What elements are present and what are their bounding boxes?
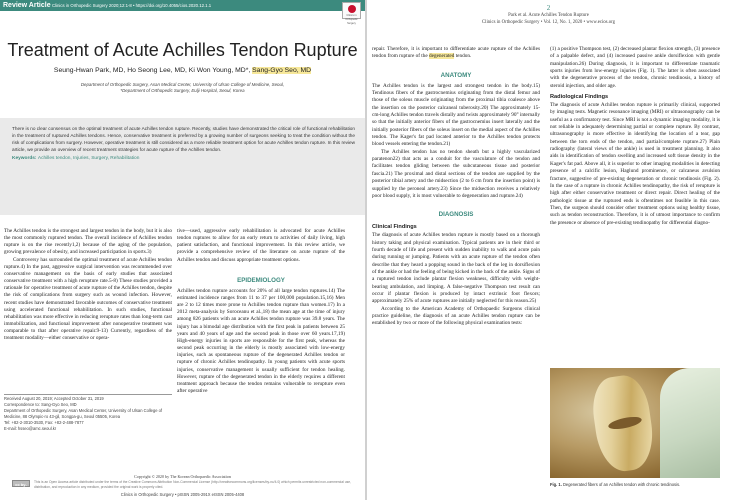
surgical-glove	[660, 368, 720, 478]
correspondence-footnote	[4, 396, 172, 433]
clinical-paragraph-1: The diagnosis of acute Achilles tendon rupture is mostly based on a thorough history taking and physical examination. Typical patients are in their third or fourth decade of life and present with sudden inability to walk and acute pain during running or jumping. Patients with an acute rupture of the tendon often describe that they heard a popping sound in the back of the leg in dorsiflexion of the ankle or had the feeling of being kicked in the back of the ankle. Signs of a ruptured tendon include plantar flexion weakness, difficulty with weight-bearing ambulation, and limping. A false-negative Thompson test result can occur if plantar flexion is produced by intact extrinsic foot flexors; approximately 25% of acute ruptures are initially neglected for this reason.25)	[372, 232, 540, 305]
keywords-line	[12, 155, 355, 162]
cc-license-icon: cc by-nc	[12, 480, 30, 487]
left-column-2	[177, 228, 345, 395]
correspondence-email: E-mail: hsseo@amc.seoul.kr	[4, 426, 57, 432]
issn-line: Clinics in Orthopedic Surgery • pISSN 2005-291X eISSN 2005-4408	[120, 492, 245, 497]
highlighted-word: degenerated	[429, 53, 455, 60]
figure-label: Fig. 1.	[550, 482, 562, 487]
abstract-text: There is no clear consensus on the optimal treatment of acute Achilles tendon rupture. Recently, studies have demonstrated the critical role of functional rehabilitation in the treatment of ruptured Achilles tendons. Hence, conservative treatment is preferred by a growing number of surgeons seeking to treat the condition without the risk of complications from surgery. However, operative treatment is still considered as a more reliable treatment option for acute Achilles tendon rupture. In this review article, we provide an overview of recent treatment strategies for acute rupture of the Achilles tendon.	[12, 126, 355, 152]
affiliation-2: *Department of Orthopedic Surgery, Eulji Hospital, Seoul, Korea	[120, 88, 245, 93]
author-names: Seung-Hwan Park, MD, Ho Seong Lee, MD, Ki Won Young, MD*,	[53, 67, 253, 74]
continuation-text-a: repair. Therefore, it is important to differentiate acute rupture of the Achilles tendon from rupture of the	[372, 46, 540, 60]
correspondence-line: Correspondence to: Sang-Gyo Seo, MD	[4, 402, 77, 408]
highlighted-author: Sang-Gyo Seo, MD	[252, 67, 312, 74]
figure-1-caption	[550, 482, 728, 488]
author-list	[0, 66, 365, 75]
license-text: This is an Open Access article distributed under the terms of the Creative Commons Attribution Non-Commercial License (http://creativecommons.org/licenses/by-nc/4.0) which permits unrestricted non-commercial use, distribution, and reproduction in any medium, provided the original work is properly cited.	[34, 480, 351, 489]
page-number: 2	[546, 4, 551, 12]
abstract-box	[0, 118, 365, 215]
figure-caption-text: Degenerated fibers of an Achilles tendon with chronic tendinosis.	[562, 482, 681, 487]
intro-paragraph-2: Controversy has surrounded the optimal treatment of acute Achilles tendon rupture.4) In the past, aggressive surgical intervention was recommended over conservative management on the basis of early studies that associated conservative treatment with a high rerupture rate.5-8) These studies provided a rationale for operative treatment of acute rupture of the Achilles tendon, despite the risk of complications from surgery such as wound infection. However, recent studies have demonstrated favorable outcomes of conservative treatment using accelerated functional rehabilitation. In such studies, functional rehabilitation was more effective in reducing rerupture rates than long-term cast immobilization, and functional improvement after nonoperative treatment was comparable to that after operative repair.9-13) Currently, regardless of the treatment modality—either conservative or opera-	[4, 256, 172, 342]
article-title: Treatment of Acute Achilles Tendon Rupture	[7, 40, 358, 60]
exam-tests-paragraph: (1) a positive Thompson test, (2) decreased plantar flexion strength, (3) presence of a palpable defect, and (4) increased passive ankle dorsiflexion with gentle manipulation.26) During diagnosis, it is important to differentiate traumatic sports injuries from low-energy injuries (Fig. 1). The latter is often associated with the degenerative process of the tendon, chronic tendinosis, a history of steroid injection, and older age.	[550, 46, 720, 89]
anatomy-paragraph-2: The Achilles tendon has no tendon sheath but a highly vascularized paratenon22) that acts as a conduit for the vasculature of the tendon and facilitates tendon gliding between the subcutaneous tissue and posterior fascia.21) The proximal and distal sections of the tendon are supplied by the posterior tibial artery and the midsection (2 to 6 cm from the insertion point) is supplied by the peroneal artery.23) Since the midsection receives a relatively poor blood supply, it is most vulnerable to degeneration and rupture.24)	[372, 148, 540, 199]
anatomy-heading: ANATOMY	[440, 71, 472, 79]
header-bar	[0, 0, 365, 11]
diagnosis-heading: DIAGNOSIS	[438, 211, 474, 219]
clinical-paragraph-2: According to the American Academy of Orthopaedic Surgeons clinical practice guideline, the diagnosis of an acute Achilles tendon rupture can be established by two or more of the following physical examination tests:	[372, 305, 540, 327]
received-dates: Received August 20, 2019; Accepted October 31, 2019	[4, 396, 104, 401]
radiological-paragraph: The diagnosis of acute Achilles tendon rupture is primarily clinical, supported by imaging tests. Magnetic resonance imaging (MRI) or ultrasonography can be useful as a confirmatory test. Since MRI is not a dynamic imaging modality, it is not reliable in adequately determining partial or complete rupture. By contrast, ultrasonography is more effective in identifying the location of a tear, gap between the torn ends of the tendon, and partial/complete rupture.27) Plain radiography (lateral views of the ankle) is used in treatment planning. It also aids in identification of tendon swelling and increased soft tissue density in the Kager's fat pad. Above all, it is superior to other imaging modalities in detecting presence of a calcific lesion, Haglund prominence, or calcaneus avulsion fracture, suggestive of pre-existing degeneration or chronic tendinosis (Fig. 2). In the case of a rupture in chronic Achilles tendinopathy, the risk of rerupture is high after either conservative treatment or direct repair. Direct healing of the pathologic tissue at the ruptured ends is oftentimes not feasible in this case. Then, the surgeon should consider other treatment options using healthy tissue, such as tendon reconstruction. Therefore, it is of utmost importance to confirm the presence or absence of pre-existing tendinopathy for differential diagno-	[550, 102, 720, 226]
journal-logo	[342, 2, 361, 25]
figure-1-image	[550, 368, 720, 478]
right-page	[367, 0, 730, 500]
continuation-paragraph	[372, 46, 540, 61]
clinical-findings-heading: Clinical Findings	[372, 224, 417, 231]
intro-paragraph-1: The Achilles tendon is the strongest and largest tendon in the body, but it is also the most commonly ruptured tendon. The overall incidence of Achilles tendon rupture is on the rise recently1,2) because of the aging of the population, growing prevalence of obesity, and increased participation in sports.3)	[4, 228, 172, 256]
keywords-label: Keywords:	[12, 155, 37, 161]
anatomy-paragraph-1: The Achilles tendon is the largest and strongest tendon in the body.15) Tendinous fibers of the gastrocnemius originating from the distal femur and those of the soleus muscle originating from the proximal tibia coalesce above the insertion on the posterior calcaneal tuberosity.20) The approximately 15-cm-long Achilles tendon travels distally and twists approximately 90° internally so that the initially anterior fibers of the gastrocnemius insert laterally and the initially posterior fibers of the soleus insert on the medial aspect of the Achilles tendon. The Kager's fat pad located anterior to the Achilles tendon protects blood vessels entering the tendon.21)	[372, 82, 540, 148]
logo-text: Clinics in Orthopedic Surgery	[345, 14, 358, 25]
radiological-findings-heading: Radiological Findings	[550, 94, 609, 101]
copyright-line: Copyright © 2020 by The Korean Orthopaedic Association	[134, 474, 231, 479]
logo-emblem-icon	[348, 5, 356, 13]
affiliation-1: Department of Orthopedic Surgery, Asan Medical Center, University of Ulsan College of Medicine, Seoul,	[80, 82, 285, 87]
journal-citation: Clinics in Orthopedic Surgery 2020;12:1-8 • https://doi.org/10.4055/cios.2020.12.1.1	[52, 3, 212, 8]
footnote-divider	[4, 394, 172, 395]
article-type-label: Review Article	[3, 2, 51, 9]
continuation-text-b: tendon.	[454, 53, 472, 60]
epidemiology-heading: EPIDEMIOLOGY	[237, 276, 285, 284]
correspondence-address: Department of Orthopedic Surgery, Asan Medical Center, University of Ulsan College of Medicine, 88 Olympic-ro 43-gil, Songpa-gu, Seoul 05505, Korea	[4, 408, 163, 420]
correspondence-phone: Tel: +82-2-3010-3530, Fax: +82-2-488-7877	[4, 420, 84, 426]
epidemiology-text: Achilles tendon rupture accounts for 20% of all large tendon ruptures.14) The estimated incidence ranges from 11 to 37 per 100,000 population.15,16) Men are 2 to 12 times more prone to Achilles tendon rupture than women.17) In a 2012 meta-analysis by Soroceanu et al.,18) the mean age at the time of injury among 826 patients with an acute Achilles tendon rupture was 39.8 years. The injury has a bimodal age distribution with the first peak in patients between 25 years and 40 years of age and the second peak in those over 60 years.17,19) High-energy injuries in sports are responsible for the first peak, whereas the second peak occurring in the elderly is mostly associated with low-energy injuries, such as spontaneous rupture of the degenerated Achilles tendon or rupture of chronic Achilles tendinopathy. In young patients with acute sports injuries, conservative management is usually sufficient for tendon healing. However, rupture of the degenerated tendon in the elderly requires a different treatment approach because the tendon remains vulnerable to rerupture even after operative	[177, 287, 345, 394]
keywords: Achilles tendon, Injuries, Surgery, Rehabilitation	[37, 155, 140, 161]
right-column-2	[550, 46, 720, 227]
right-column-1	[372, 46, 540, 328]
intro-paragraph-3: tive—used, aggressive early rehabilitation is advocated for acute Achilles tendon ruptures to allow for an early return to activities of daily living, high patient satisfaction, and functional improvement. In this review article, we provide a comprehensive review of the literature on acute rupture of the Achilles tendon and discuss appropriate treatment options.	[177, 228, 345, 263]
left-column-1	[4, 228, 172, 343]
running-head: Park et al. Acute Achilles Tendon Rupture Clinics in Orthopedic Surgery • Vol. 12, No. 1, 2020 • www.ecios.org	[481, 13, 616, 25]
